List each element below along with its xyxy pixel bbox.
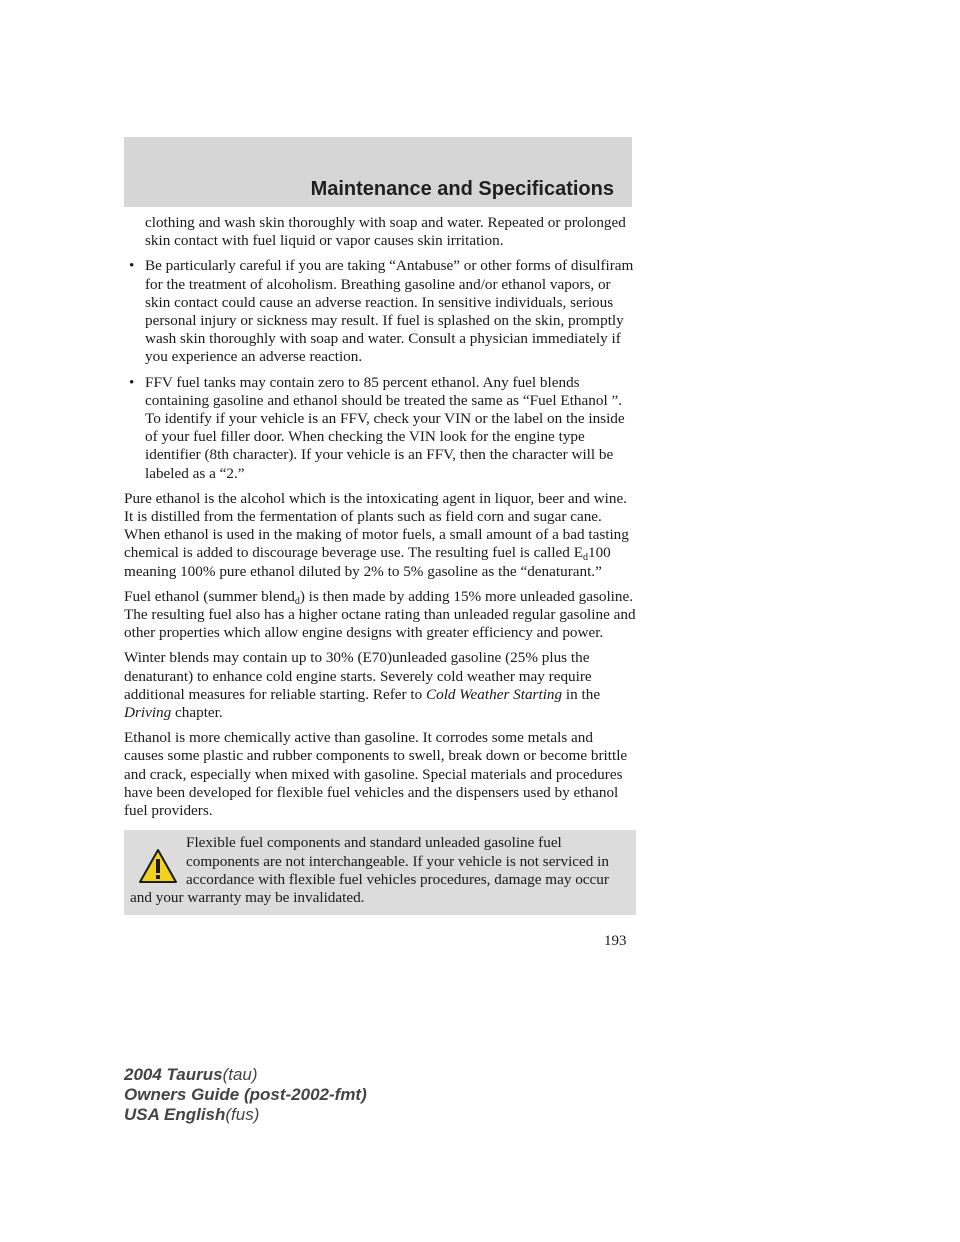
page-body <box>124 214 636 915</box>
continued-bullet-text: clothing and wash skin thoroughly with soap and water. Repeated or prolonged skin contact with fuel liquid or vapor causes skin irritation. <box>145 214 626 250</box>
warning-triangle-icon <box>138 848 178 884</box>
list-item <box>124 374 636 483</box>
cross-reference-driving: Driving <box>124 704 172 722</box>
document-footer <box>124 1065 367 1125</box>
warning-text: Flexible fuel components and standard unleaded gasoline fuel components are not interchangeable. If your vehicle is not serviced in accordance with flexible fuel vehicles procedures, damage may occur and your warranty may be invalidated. <box>130 834 609 906</box>
paragraph-pure-ethanol: Pure ethanol is the alcohol which is the intoxicating agent in liquor, beer and wine. It is distilled from the fermentation of plants such as field corn and sugar cane. When ethanol is used in the making of motor fuels, a small amount of a bad tasting chemical is added to discourage beverage use. The resulting fuel is called $E_d100$ meaning 100% pure ethanol diluted by 2% to 5% gasoline as the “denaturant.” <box>124 489 629 580</box>
section-title: Maintenance and Specifications <box>310 178 614 200</box>
bullet-icon: • <box>129 373 135 391</box>
warning-box <box>124 830 636 915</box>
paragraph-ethanol-chemistry: Ethanol is more chemically active than gasoline. It corrodes some metals and causes some plastic and rubber components to swell, break down or become brittle and crack, especially when mixed with gasoline. Special materials and procedures have been developed for flexible fuel vehicles and the dispensers used by ethanol fuel providers. <box>124 729 628 820</box>
paragraph-fuel-ethanol: Fuel ethanol (summer blend$_d$) is then made by adding 15% more unleaded gasoline. The resulting fuel also has a higher octane rating than unleaded regular gasoline and other properties which allow engine designs with greater efficiency and power. <box>124 587 636 642</box>
footer-line: USA English(fus) <box>124 1105 260 1124</box>
bullet-icon: • <box>129 257 135 275</box>
bullet-text: FFV fuel tanks may contain zero to 85 percent ethanol. Any fuel blends containing gasoline and ethanol should be treated the same as “Fuel Ethanol ”. To identify if your vehicle is an FFV, check your VIN or the label on the inside of your fuel filler door. When checking the VIN look for the engine type identifier (8th character). If your vehicle is an FFV, then the character will be labeled as a “2.” <box>145 373 625 482</box>
page-number: 193 <box>604 933 627 949</box>
footer-line: Owners Guide (post-2002-fmt) <box>124 1085 367 1104</box>
bullet-text: Be particularly careful if you are taking “Antabuse” or other forms of disulfiram for the treatment of alcoholism. Breathing gasoline and/or ethanol vapors, or skin contact could cause an adverse reaction. In sensitive individuals, serious personal injury or sickness may result. If fuel is splashed on the skin, promptly wash skin thoroughly with soap and water. Consult a physician immediately if you experience an adverse reaction. <box>145 257 634 366</box>
cross-reference-cold-weather: Cold Weather Starting <box>425 685 563 703</box>
list-item <box>124 257 636 366</box>
section-header-band <box>124 137 632 207</box>
paragraph-winter-blends: Winter blends may contain up to 30% (E70)unleaded gasoline (25% plus the denaturant) to enhance cold engine starts. Severely cold weather may require additional measures for reliable starting. Refer to Cold Weather Starting in the Driving chapter. <box>124 649 601 722</box>
footer-line: 2004 Taurus(tau) <box>124 1065 258 1084</box>
